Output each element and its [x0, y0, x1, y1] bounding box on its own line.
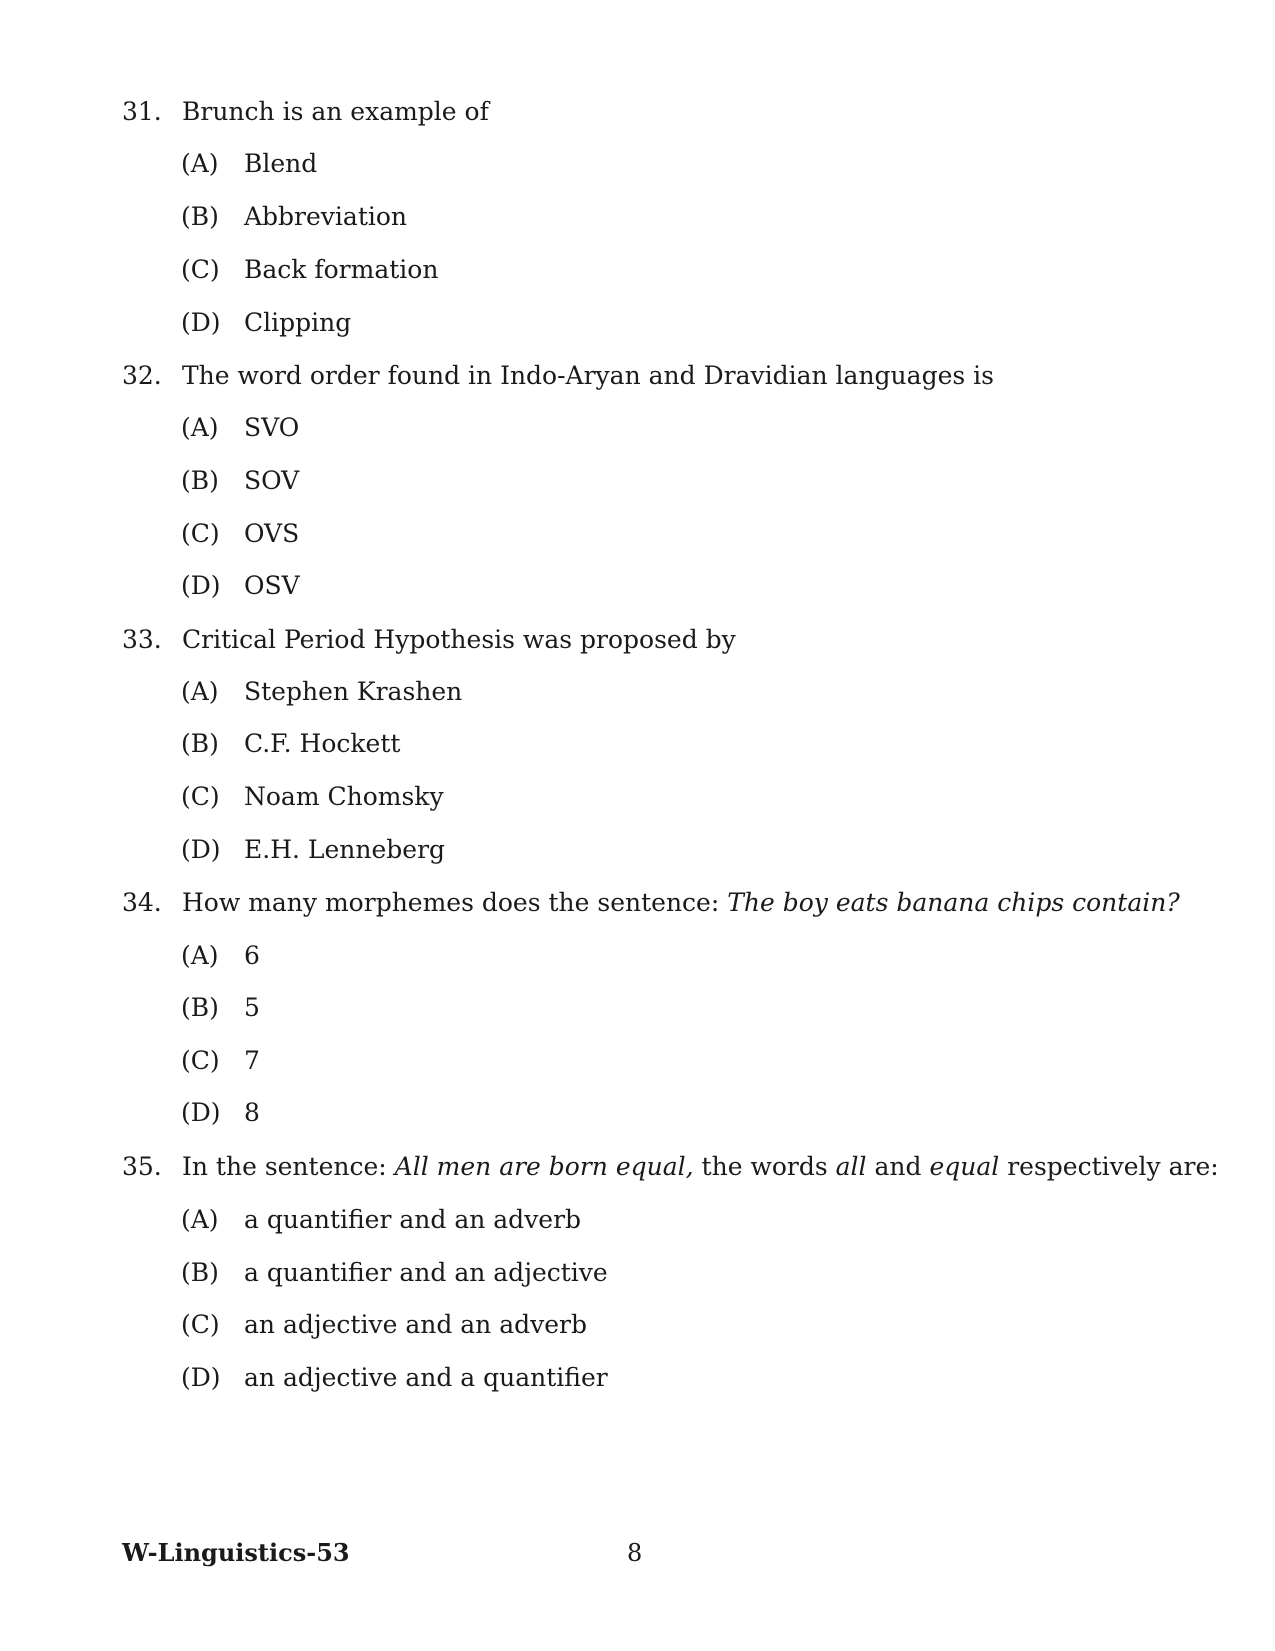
paper-code: W-Linguistics-53 — [122, 1538, 350, 1567]
question-text: In the sentence: — [182, 1152, 395, 1181]
option-letter: (B) — [181, 993, 219, 1022]
option-text: 5 — [244, 993, 260, 1022]
option-text: C.F. Hockett — [244, 729, 401, 758]
option-31-d — [181, 308, 351, 338]
option-32-c — [181, 519, 299, 549]
option-letter: (D) — [181, 308, 221, 337]
option-text: 8 — [244, 1098, 260, 1127]
option-text: Abbreviation — [244, 202, 408, 231]
option-text: SOV — [244, 466, 300, 495]
question-text: How many morphemes does the sentence: — [182, 888, 728, 917]
option-31-a — [181, 149, 317, 179]
option-34-a — [181, 941, 260, 971]
option-letter: (B) — [181, 202, 219, 231]
option-34-d — [181, 1098, 260, 1128]
option-text: a quantifier and an adverb — [244, 1205, 582, 1234]
word-all: all — [835, 1152, 867, 1181]
question-31 — [122, 97, 489, 127]
question-34 — [122, 888, 1180, 918]
option-35-b — [181, 1258, 608, 1288]
option-text: OVS — [244, 519, 300, 548]
option-letter: (D) — [181, 835, 221, 864]
option-letter: (A) — [181, 1205, 219, 1234]
option-letter: (C) — [181, 1310, 220, 1339]
option-letter: (C) — [181, 1046, 220, 1075]
question-number: 35. — [122, 1152, 162, 1181]
option-33-d — [181, 835, 445, 865]
option-letter: (A) — [181, 149, 219, 178]
example-sentence: All men are born equal, — [394, 1152, 694, 1181]
question-text: Critical Period Hypothesis was proposed by — [182, 625, 736, 654]
question-text: the words — [693, 1152, 836, 1181]
option-31-c — [181, 255, 438, 285]
option-text: Stephen Krashen — [244, 677, 463, 706]
option-33-c — [181, 782, 444, 812]
option-letter: (D) — [181, 571, 221, 600]
option-letter: (A) — [181, 413, 219, 442]
option-letter: (B) — [181, 729, 219, 758]
option-text: OSV — [244, 571, 300, 600]
option-letter: (C) — [181, 519, 220, 548]
question-33 — [122, 625, 736, 655]
option-34-b — [181, 993, 260, 1023]
question-number: 32. — [122, 361, 162, 390]
option-text: a quantifier and an adjective — [244, 1258, 608, 1287]
option-35-d — [181, 1363, 608, 1393]
option-letter: (B) — [181, 466, 219, 495]
option-letter: (A) — [181, 941, 219, 970]
question-32 — [122, 361, 994, 391]
option-letter: (A) — [181, 677, 219, 706]
question-text: Brunch is an example of — [182, 97, 489, 126]
option-text: 7 — [244, 1046, 260, 1075]
option-letter: (D) — [181, 1363, 221, 1392]
option-32-d — [181, 571, 300, 601]
option-35-a — [181, 1205, 581, 1235]
question-text: respectively are: — [999, 1152, 1219, 1181]
option-text: 6 — [244, 941, 260, 970]
option-35-c — [181, 1310, 587, 1340]
question-number: 33. — [122, 625, 162, 654]
option-text: Clipping — [244, 308, 352, 337]
option-letter: (D) — [181, 1098, 221, 1127]
option-text: Noam Chomsky — [244, 782, 444, 811]
option-33-a — [181, 677, 462, 707]
option-letter: (C) — [181, 782, 220, 811]
option-32-b — [181, 466, 299, 496]
option-letter: (B) — [181, 1258, 219, 1287]
option-31-b — [181, 202, 407, 232]
question-number: 34. — [122, 888, 162, 917]
option-text: SVO — [244, 413, 300, 442]
option-33-b — [181, 729, 400, 759]
question-text: and — [866, 1152, 930, 1181]
page-number: 8 — [627, 1539, 643, 1567]
option-letter: (C) — [181, 255, 220, 284]
option-text: an adjective and a quantifier — [244, 1363, 608, 1392]
option-text: an adjective and an adverb — [244, 1310, 588, 1339]
option-32-a — [181, 413, 299, 443]
question-number: 31. — [122, 97, 162, 126]
option-34-c — [181, 1046, 260, 1076]
question-text: The word order found in Indo-Aryan and Dravidian languages is — [182, 361, 994, 390]
word-equal: equal — [929, 1152, 1000, 1181]
option-text: Blend — [244, 149, 318, 178]
question-35 — [122, 1152, 1219, 1182]
option-text: E.H. Lenneberg — [244, 835, 446, 864]
example-sentence: The boy eats banana chips contain? — [727, 888, 1180, 917]
option-text: Back formation — [244, 255, 439, 284]
